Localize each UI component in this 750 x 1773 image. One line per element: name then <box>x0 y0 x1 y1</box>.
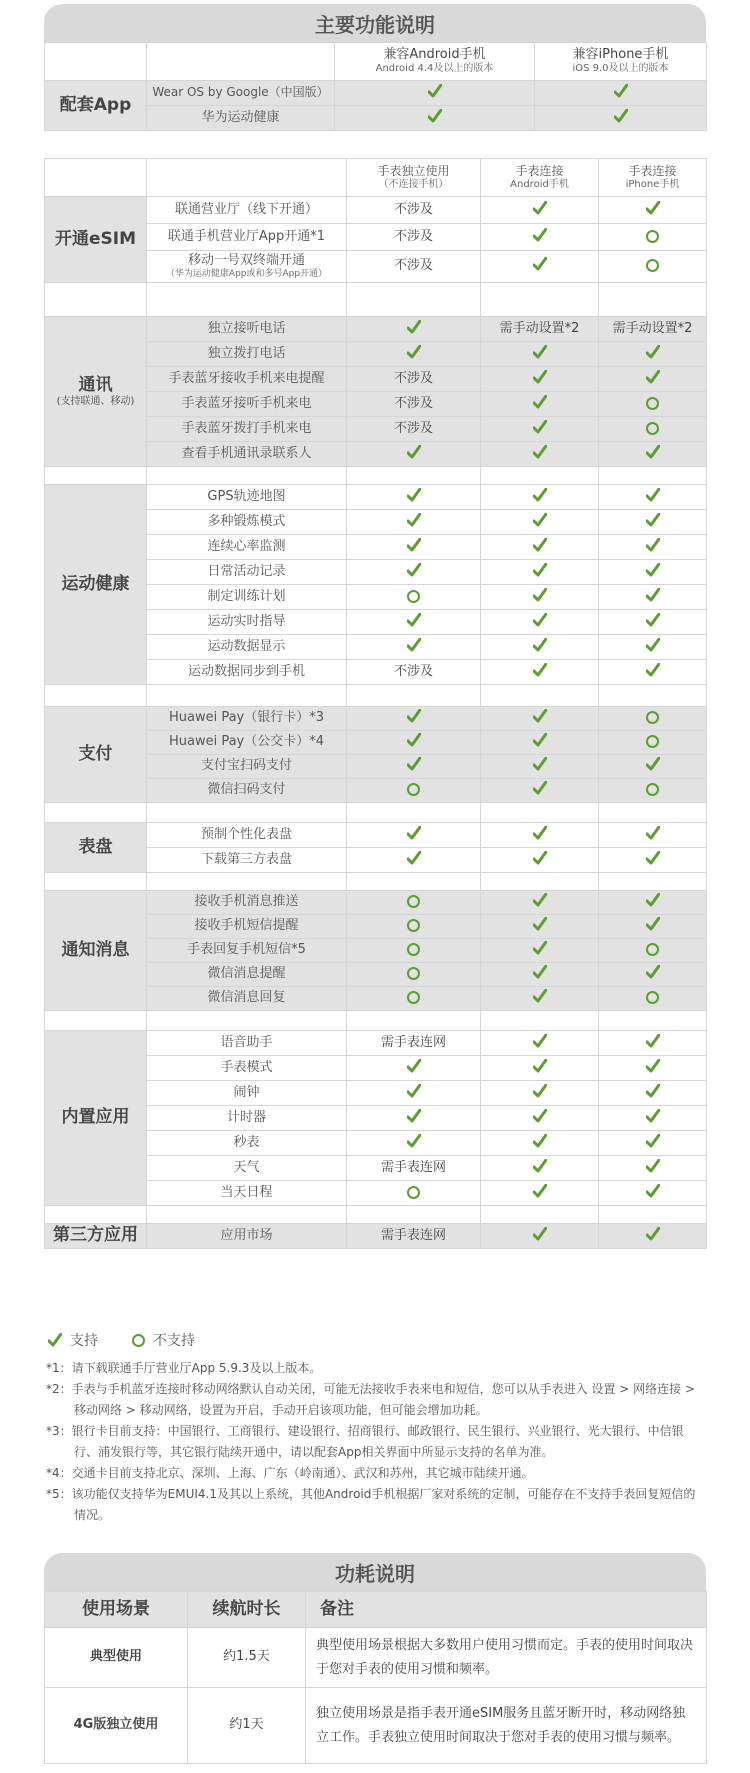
category-sport: 运动健康 <box>45 485 147 685</box>
feature-label: 微信消息回复 <box>147 987 347 1011</box>
check-icon <box>481 1224 599 1249</box>
status-text: 需手表连网 <box>347 1224 481 1249</box>
check-icon <box>599 823 707 848</box>
status-text: 不涉及 <box>347 251 481 283</box>
status-text: 不涉及 <box>347 197 481 224</box>
category-third: 第三方应用 <box>45 1224 147 1249</box>
table-row <box>45 823 707 848</box>
legend <box>48 1330 195 1350</box>
check-icon <box>599 1181 707 1206</box>
check-icon <box>347 560 481 585</box>
check-icon <box>335 81 535 106</box>
power-table <box>44 1591 707 1764</box>
feature-label: 微信扫码支付 <box>147 779 347 803</box>
table-row <box>45 1224 707 1249</box>
status-text: 不涉及 <box>347 224 481 251</box>
footnotes <box>46 1358 706 1526</box>
check-icon <box>347 510 481 535</box>
feature-label: 手表回复手机短信*5 <box>147 939 347 963</box>
check-icon <box>599 755 707 779</box>
power-header-note: 备注 <box>306 1592 707 1628</box>
check-icon <box>599 197 707 224</box>
check-icon <box>481 1106 599 1131</box>
feature-label: 制定训练计划 <box>147 585 347 610</box>
check-icon <box>481 731 599 755</box>
header-android: 兼容Android手机 Android 4.4及以上的版本 <box>335 43 535 81</box>
feature-label: Huawei Pay（公交卡）*4 <box>147 731 347 755</box>
check-icon <box>599 1056 707 1081</box>
section-title-features: 主要功能说明 <box>44 4 706 42</box>
check-icon <box>599 848 707 873</box>
spacer-row <box>45 685 707 707</box>
check-icon <box>347 635 481 660</box>
circle-icon <box>599 731 707 755</box>
section-title-power: 功耗说明 <box>44 1553 706 1591</box>
table-row <box>45 485 707 510</box>
check-icon <box>481 342 599 367</box>
check-icon <box>535 81 707 106</box>
feature-label: 查看手机通讯录联系人 <box>147 442 347 467</box>
check-icon <box>481 1131 599 1156</box>
check-icon <box>481 585 599 610</box>
feature-label: 多种锻炼模式 <box>147 510 347 535</box>
circle-icon <box>599 939 707 963</box>
check-icon <box>481 1156 599 1181</box>
check-icon <box>481 963 599 987</box>
feature-label: 当天日程 <box>147 1181 347 1206</box>
spacer-row <box>45 1206 707 1224</box>
check-icon <box>481 1081 599 1106</box>
feature-label: 运动数据同步到手机 <box>147 660 347 685</box>
circle-icon <box>599 392 707 417</box>
check-icon <box>48 1333 62 1347</box>
check-icon <box>599 635 707 660</box>
feature-label: Huawei Pay（银行卡）*3 <box>147 707 347 731</box>
feature-label: 手表模式 <box>147 1056 347 1081</box>
check-icon <box>599 585 707 610</box>
check-icon <box>347 485 481 510</box>
check-icon <box>347 755 481 779</box>
power-header-scene: 使用场景 <box>45 1592 188 1628</box>
check-icon <box>481 1181 599 1206</box>
check-icon <box>481 1056 599 1081</box>
circle-icon <box>347 1181 481 1206</box>
spacer-row <box>45 467 707 485</box>
status-text: 需手动设置*2 <box>599 317 707 342</box>
category-dial: 表盘 <box>45 823 147 873</box>
check-icon <box>599 1224 707 1249</box>
header-iphone-conn: 手表连接 iPhone手机 <box>599 159 707 197</box>
feature-label: 日常活动记录 <box>147 560 347 585</box>
circle-icon <box>599 707 707 731</box>
spacer-row <box>45 873 707 891</box>
check-icon <box>481 635 599 660</box>
circle-icon <box>599 251 707 283</box>
feature-label: 支付宝扫码支付 <box>147 755 347 779</box>
table-row <box>45 707 707 731</box>
table-row <box>45 317 707 342</box>
check-icon <box>599 963 707 987</box>
check-icon <box>481 779 599 803</box>
circle-icon <box>599 779 707 803</box>
status-text: 不涉及 <box>347 392 481 417</box>
feature-label: 接收手机短信提醒 <box>147 915 347 939</box>
check-icon <box>347 823 481 848</box>
feature-table <box>44 158 707 1249</box>
feature-label: 天气 <box>147 1156 347 1181</box>
legend-support: 支持 <box>70 1333 98 1349</box>
check-icon <box>481 891 599 915</box>
check-icon <box>481 560 599 585</box>
category-esim: 开通eSIM <box>45 197 147 283</box>
power-note: 独立使用场景是指手表开通eSIM服务且蓝牙断开时，移动网络独立工作。手表独立使用时间取决于您对手表的使用习惯与频率。 <box>306 1688 707 1764</box>
check-icon <box>481 417 599 442</box>
table-row <box>45 197 707 224</box>
category-app: 配套App <box>45 81 147 131</box>
check-icon <box>347 1131 481 1156</box>
circle-icon <box>347 939 481 963</box>
status-text: 需手表连网 <box>347 1156 481 1181</box>
feature-label: 手表蓝牙拨打手机来电 <box>147 417 347 442</box>
check-icon <box>599 915 707 939</box>
circle-icon <box>132 1334 145 1347</box>
header-ios: 兼容iPhone手机 iOS 9.0及以上的版本 <box>535 43 707 81</box>
feature-label: 接收手机消息推送 <box>147 891 347 915</box>
check-icon <box>481 367 599 392</box>
feature-label: 闹钟 <box>147 1081 347 1106</box>
feature-label: GPS轨迹地图 <box>147 485 347 510</box>
check-icon <box>599 610 707 635</box>
circle-icon <box>347 585 481 610</box>
circle-icon <box>347 987 481 1011</box>
feature-label: 联通手机营业厅App开通*1 <box>147 224 347 251</box>
feature-label: 连续心率监测 <box>147 535 347 560</box>
feature-label: 运动数据显示 <box>147 635 347 660</box>
check-icon <box>481 755 599 779</box>
check-icon <box>347 317 481 342</box>
spacer-row <box>45 1011 707 1031</box>
check-icon <box>481 392 599 417</box>
footnote: *5：该功能仅支持华为EMUI4.1及其以上系统，其他Android手机根据厂家对系统的定制，可能存在不支持手表回复短信的情况。 <box>46 1487 696 1522</box>
header-standalone: 手表独立使用 （不连接手机） <box>347 159 481 197</box>
feature-label: 独立拨打电话 <box>147 342 347 367</box>
table-row <box>45 1031 707 1056</box>
check-icon <box>599 1081 707 1106</box>
check-icon <box>481 610 599 635</box>
category-builtin: 内置应用 <box>45 1031 147 1206</box>
feature-label: 微信消息提醒 <box>147 963 347 987</box>
check-icon <box>599 660 707 685</box>
check-icon <box>481 848 599 873</box>
check-icon <box>481 510 599 535</box>
feature-label: Wear OS by Google（中国版） <box>147 81 335 106</box>
feature-label: 手表蓝牙接听手机来电 <box>147 392 347 417</box>
app-compat-table <box>44 42 707 131</box>
check-icon <box>481 915 599 939</box>
category-comm: 通讯 (支持联通、移动) <box>45 317 147 467</box>
feature-label: 华为运动健康 <box>147 106 335 131</box>
check-icon <box>347 342 481 367</box>
table-row <box>45 891 707 915</box>
check-icon <box>481 707 599 731</box>
feature-label: 秒表 <box>147 1131 347 1156</box>
footnote: *2：手表与手机蓝牙连接时移动网络默认自动关闭，可能无法接收手表来电和短信，您可以从手表进入 设置 > 网络连接 > 移动网络 > 移动网络，设置为开启，手动开启该项功能，但可能会增加功耗。 <box>46 1382 696 1417</box>
status-text: 需手动设置*2 <box>481 317 599 342</box>
check-icon <box>535 106 707 131</box>
check-icon <box>347 535 481 560</box>
check-icon <box>347 1081 481 1106</box>
circle-icon <box>347 779 481 803</box>
spacer-row <box>45 283 707 317</box>
check-icon <box>347 442 481 467</box>
check-icon <box>599 342 707 367</box>
check-icon <box>599 1131 707 1156</box>
check-icon <box>599 891 707 915</box>
check-icon <box>481 197 599 224</box>
check-icon <box>481 660 599 685</box>
legend-nosupport: 不支持 <box>153 1333 195 1349</box>
header-android-conn: 手表连接 Android手机 <box>481 159 599 197</box>
check-icon <box>481 823 599 848</box>
check-icon <box>599 1031 707 1056</box>
check-icon <box>347 610 481 635</box>
feature-label: 预制个性化表盘 <box>147 823 347 848</box>
status-text: 不涉及 <box>347 417 481 442</box>
check-icon <box>599 485 707 510</box>
power-note: 典型使用场景根据大多数用户使用习惯而定。手表的使用时间取决于您对手表的使用习惯和频率。 <box>306 1628 707 1688</box>
feature-label: 独立接听电话 <box>147 317 347 342</box>
feature-label: 应用市场 <box>147 1224 347 1249</box>
check-icon <box>347 1056 481 1081</box>
check-icon <box>599 442 707 467</box>
check-icon <box>599 367 707 392</box>
footnote: *4：交通卡目前支持北京、深圳、上海、广东（岭南通）、武汉和苏州，其它城市陆续开通。 <box>46 1466 534 1480</box>
category-notif: 通知消息 <box>45 891 147 1011</box>
feature-label: 手表蓝牙接收手机来电提醒 <box>147 367 347 392</box>
status-text: 不涉及 <box>347 660 481 685</box>
check-icon <box>481 535 599 560</box>
check-icon <box>599 535 707 560</box>
check-icon <box>481 251 599 283</box>
feature-label: 联通营业厅（线下开通） <box>147 197 347 224</box>
footnote: *1：请下载联通手厅营业厅App 5.9.3及以上版本。 <box>46 1361 322 1375</box>
footnote: *3：银行卡目前支持：中国银行、工商银行、建设银行、招商银行、邮政银行、民生银行、兴业银行、光大银行、中信银行、浦发银行等，其它银行陆续开通中，请以配套App相关界面中所显示支持的名单为准。 <box>46 1424 684 1459</box>
category-pay: 支付 <box>45 707 147 803</box>
check-icon <box>347 848 481 873</box>
feature-label: 运动实时指导 <box>147 610 347 635</box>
check-icon <box>599 560 707 585</box>
check-icon <box>347 1106 481 1131</box>
circle-icon <box>347 963 481 987</box>
check-icon <box>481 442 599 467</box>
feature-label: 下载第三方表盘 <box>147 848 347 873</box>
check-icon <box>481 224 599 251</box>
check-icon <box>481 939 599 963</box>
check-icon <box>599 510 707 535</box>
circle-icon <box>347 891 481 915</box>
circle-icon <box>599 417 707 442</box>
power-scene: 典型使用 <box>45 1628 188 1688</box>
status-text: 需手表连网 <box>347 1031 481 1056</box>
check-icon <box>347 731 481 755</box>
power-duration: 约1天 <box>188 1688 306 1764</box>
spacer-row <box>45 803 707 823</box>
power-header-duration: 续航时长 <box>188 1592 306 1628</box>
check-icon <box>599 1156 707 1181</box>
power-scene: 4G版独立使用 <box>45 1688 188 1764</box>
check-icon <box>335 106 535 131</box>
status-text: 不涉及 <box>347 367 481 392</box>
feature-label: 语音助手 <box>147 1031 347 1056</box>
check-icon <box>481 1031 599 1056</box>
circle-icon <box>599 224 707 251</box>
check-icon <box>481 987 599 1011</box>
feature-label: 移动一号双终端开通 （华为运动健康App或和多号App开通） <box>147 251 347 283</box>
check-icon <box>347 707 481 731</box>
check-icon <box>481 485 599 510</box>
feature-label: 计时器 <box>147 1106 347 1131</box>
circle-icon <box>599 987 707 1011</box>
circle-icon <box>347 915 481 939</box>
power-duration: 约1.5天 <box>188 1628 306 1688</box>
check-icon <box>599 1106 707 1131</box>
